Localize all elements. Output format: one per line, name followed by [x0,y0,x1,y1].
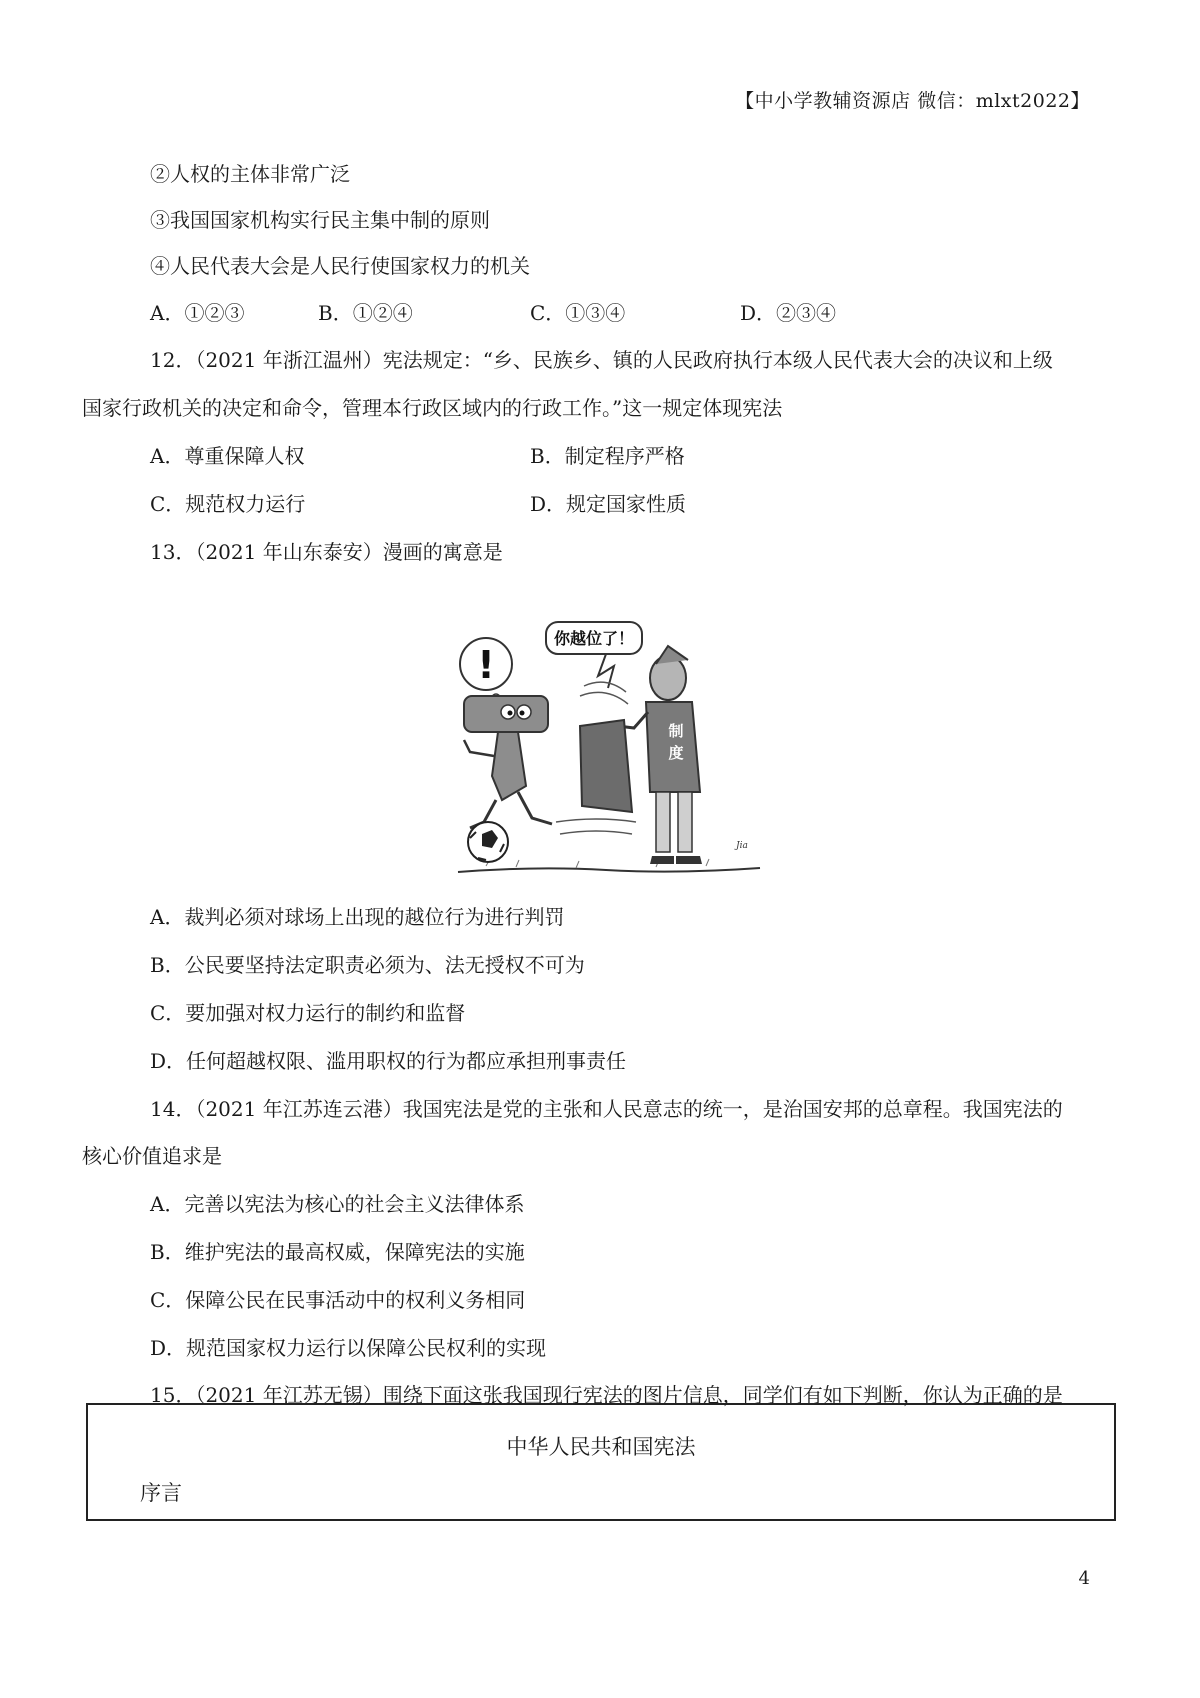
q12-option-c: C．规范权力运行 [150,492,306,516]
q11-item-2: ②人权的主体非常广泛 [150,162,350,186]
badge-char-top: 制 [668,722,684,740]
q11-option-c: C．①③④ [530,301,626,325]
q13-option-b: B．公民要坚持法定职责必须为、法无授权不可为 [150,953,585,977]
speech-bubble-text: 你越位了！ [553,629,635,648]
q11-option-b: B．①②④ [318,301,413,325]
q12-option-a: A．尊重保障人权 [150,444,305,468]
q12-stem-line2: 国家行政机关的决定和命令，管理本行政区域内的行政工作。”这一规定体现宪法 [82,396,783,420]
q12-option-b: B．制定程序严格 [530,444,685,468]
q11-item-3: ③我国国家机构实行民主集中制的原则 [150,208,490,232]
q14-stem-line2: 核心价值追求是 [82,1144,222,1168]
cartoon-image [456,616,762,878]
q13-stem: 13．（2021 年山东泰安）漫画的寓意是 [150,540,503,564]
page-number: 4 [1078,1568,1090,1589]
q11-option-d: D．②③④ [740,301,837,325]
q13-option-c: C．要加强对权力运行的制约和监督 [150,1001,466,1025]
exclamation-mark: ! [477,643,495,687]
q13-option-a: A．裁判必须对球场上出现的越位行为进行判罚 [150,905,565,929]
constitution-preamble: 序言 [140,1481,182,1505]
cartoon-signature: Jia [736,841,748,851]
page-header: 【中小学教辅资源店 微信：mlxt2022】 [735,90,1090,112]
q14-option-d: D．规范国家权力运行以保障公民权利的实现 [150,1336,547,1360]
q14-option-a: A．完善以宪法为核心的社会主义法律体系 [150,1192,525,1216]
constitution-title: 中华人民共和国宪法 [506,1435,696,1459]
q12-stem-line1: 12．（2021 年浙江温州）宪法规定：“乡、民族乡、镇的人民政府执行本级人民代表大会的决议和上级 [150,348,1053,372]
q14-option-b: B．维护宪法的最高权威，保障宪法的实施 [150,1240,525,1264]
constitution-box [86,1403,1116,1521]
q14-option-c: C．保障公民在民事活动中的权利义务相同 [150,1288,526,1312]
q11-option-a: A．①②③ [150,301,245,325]
q11-item-4: ④人民代表大会是人民行使国家权力的机关 [150,254,530,278]
q12-option-d: D．规定国家性质 [530,492,687,516]
badge-char-bottom: 度 [668,744,684,762]
q15-stem: 15．（2021 年江苏无锡）围绕下面这张我国现行宪法的图片信息，同学们有如下判断，你认为正确的是 [150,1383,1063,1407]
q13-option-d: D．任何超越权限、滥用职权的行为都应承担刑事责任 [150,1049,627,1073]
q14-stem-line1: 14．（2021 年江苏连云港）我国宪法是党的主张和人民意志的统一，是治国安邦的总章程。我国宪法的 [150,1097,1063,1121]
